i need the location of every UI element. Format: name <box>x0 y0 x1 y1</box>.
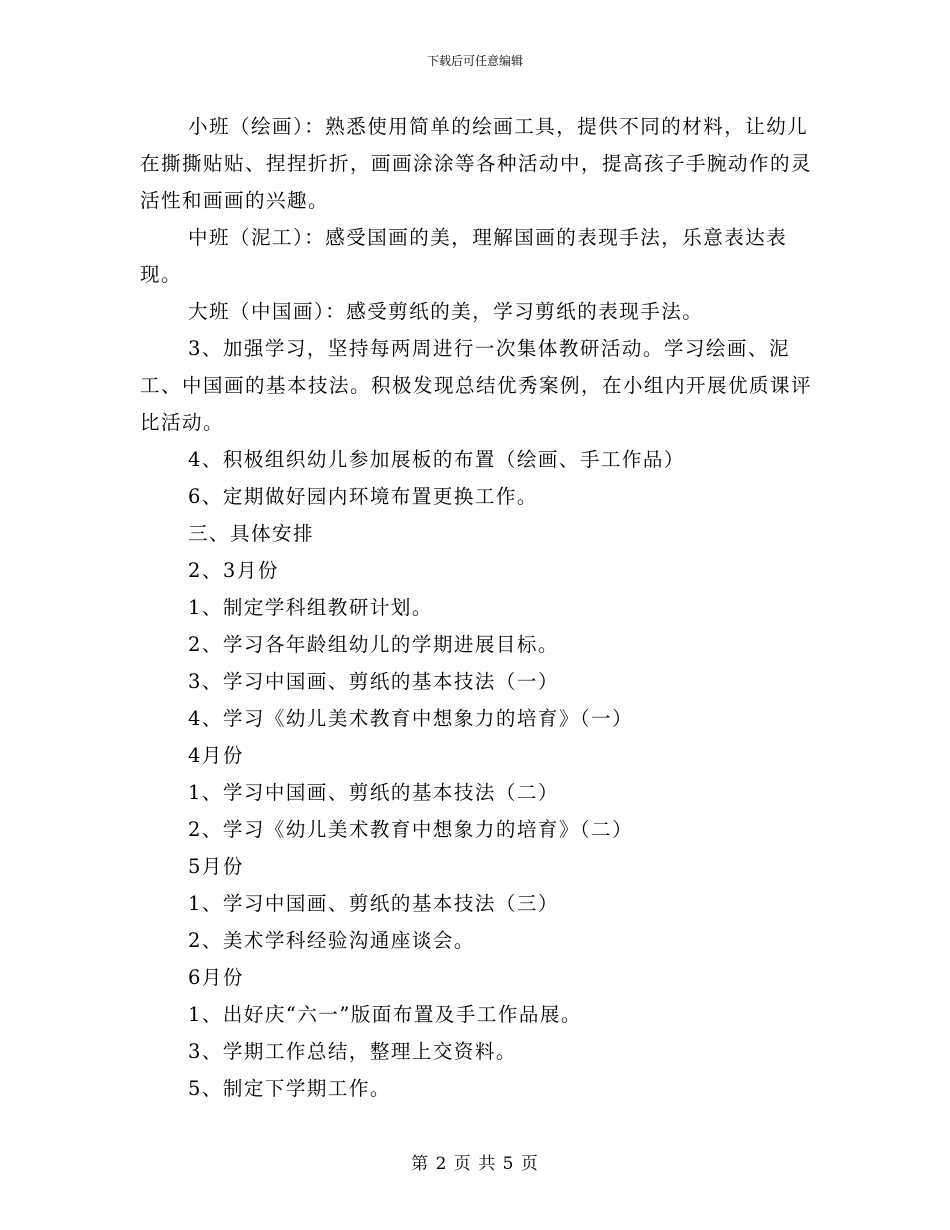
month-heading-june: 6月份 <box>188 966 244 989</box>
list-item: 2、美术学科经验沟通座谈会。 <box>188 929 475 952</box>
list-item: 1、制定学科组教研计划。 <box>188 596 433 619</box>
list-item: 4、学习《幼儿美术教育中想象力的培育》（一） <box>188 707 634 730</box>
paragraph-item-4-exhibit: 4、积极组织幼儿参加展板的布置（绘画、手工作品） <box>188 448 685 471</box>
list-item: 1、学习中国画、剪纸的基本技法（二） <box>188 781 559 804</box>
list-item: 5、制定下学期工作。 <box>188 1077 391 1100</box>
list-item: 3、学习中国画、剪纸的基本技法（一） <box>188 670 559 693</box>
month-heading-feb-mar: 2、3月份 <box>188 559 279 582</box>
section-heading-schedule: 三、具体安排 <box>188 522 315 545</box>
list-item: 1、学习中国画、剪纸的基本技法（三） <box>188 892 559 915</box>
paragraph-middle-class: 中班（泥工）：感受国画的美，理解国画的表现手法，乐意表达表现。 <box>140 226 788 286</box>
paragraph-item-3-study: 3、加强学习，坚持每两周进行一次集体教研活动。学习绘画、泥工、中国画的基本技法。积极发现总结优秀案例，在小组内开展优质课评比活动。 <box>140 337 813 434</box>
list-item: 2、学习各年龄组幼儿的学期进展目标。 <box>188 633 559 656</box>
list-item: 1、出好庆“六一”版面布置及手工作品展。 <box>188 1003 582 1026</box>
paragraph-large-class: 大班（中国画）：感受剪纸的美，学习剪纸的表现手法。 <box>188 300 704 323</box>
month-heading-april: 4月份 <box>188 744 244 767</box>
list-item: 2、学习《幼儿美术教育中想象力的培育》（二） <box>188 818 634 841</box>
list-item: 3、学期工作总结，整理上交资料。 <box>188 1040 517 1063</box>
document-body <box>140 108 812 1107</box>
paragraph-item-6-environment: 6、定期做好园内环境布置更换工作。 <box>188 485 538 508</box>
page-header: 下载后可任意编辑 <box>426 54 523 68</box>
page-number-footer: 第 2 页 共 5 页 <box>411 1154 539 1174</box>
paragraph-small-class: 小班（绘画）：熟悉使用简单的绘画工具，提供不同的材料，让幼儿在撕撕贴贴、捏捏折折，画画涂涂等各种活动中，提高孩子手腕动作的灵活性和画画的兴趣。 <box>140 115 813 212</box>
month-heading-may: 5月份 <box>188 855 244 878</box>
